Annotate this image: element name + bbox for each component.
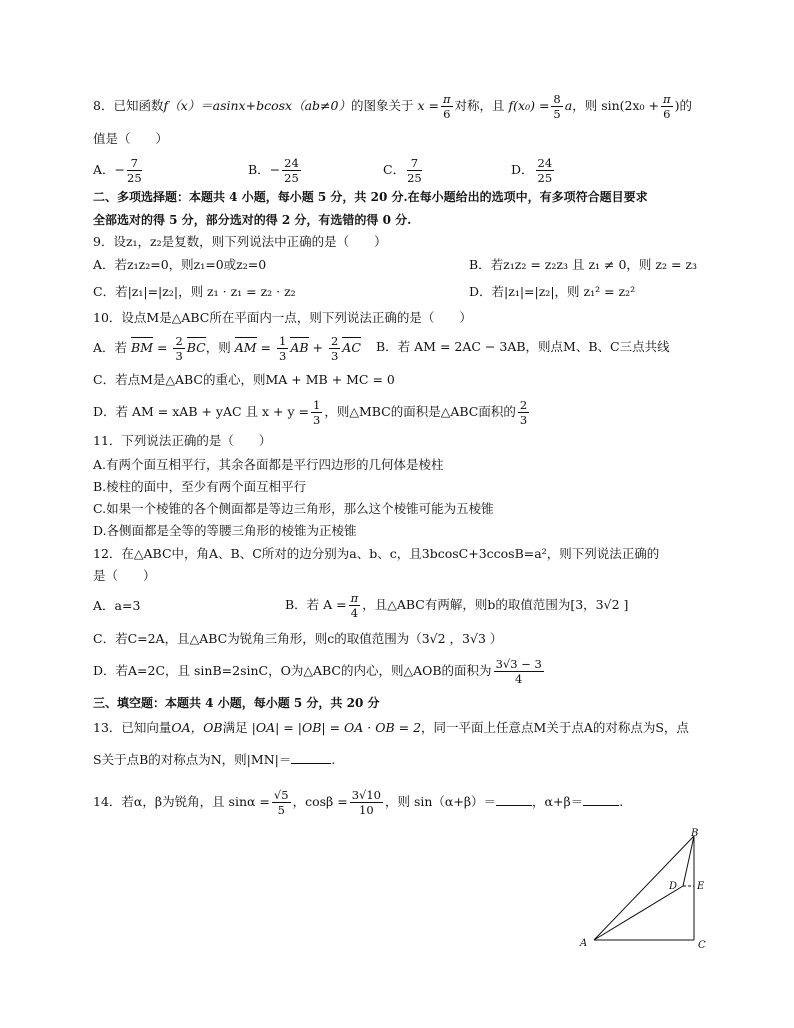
q8-fx0: f(x₀) = <box>508 98 550 113</box>
q13-line1 <box>93 719 689 737</box>
triangle-figure <box>570 826 720 956</box>
q8-option-b-sign: − <box>269 162 281 177</box>
q8-option-a-frac: $\frac{7}{25}$ <box>127 156 142 185</box>
q14-answer-blank-2[interactable] <box>583 805 619 806</box>
label-c: C <box>698 940 706 951</box>
q8-option-b-frac: $\frac{24}{25}$ <box>284 156 299 185</box>
q8-option-d <box>511 156 556 185</box>
q8-frac-sin: $\frac{\pi}{6}$ <box>663 92 671 121</box>
label-e: E <box>697 881 705 892</box>
q12-stem-line2: 是（ ） <box>93 568 156 583</box>
q12-stem: 12．在△ABC中，角A、B、C所对的边分别为a、b、c，且3bcosC+3ccosB=a²，则下列说法正确的 <box>93 546 660 561</box>
q13-condition: |OA| = |OB| = OA · OB = 2 <box>251 720 422 735</box>
q8-text-d: ，则 <box>572 98 598 113</box>
label-b: B <box>691 828 699 839</box>
q8-option-d-frac: $\frac{24}{25}$ <box>537 156 553 185</box>
q13-end: . <box>331 752 336 767</box>
q8-frac-85: $\frac{8}{5}$ <box>553 92 561 121</box>
q8-sym-x: x = <box>417 98 439 113</box>
q10-d-frac-23: $\frac{2}{3}$ <box>519 398 528 427</box>
section2-header-line1: 二、多项选择题：本题共 4 小题，每小题 5 分，共 20 分.在每小题给出的选项中，有多项符合题目要求 <box>93 190 648 204</box>
q10-d-mid: ，则△MBC的面积是△ABC面积的 <box>324 404 516 419</box>
q8-text: 已知函数 <box>113 98 164 113</box>
q8-sin: sin(2x₀ + <box>601 98 660 113</box>
q11-option-a: A.有两个面互相平行，其余各面都是平行四边形的几何体是棱柱 <box>93 457 444 472</box>
q8-line2: 值是（ ） <box>93 131 169 146</box>
q10-option-c: C．若点M是△ABC的重心，则MA + MB + MC = 0 <box>93 372 395 387</box>
q10-a-mid: ，则 <box>205 340 231 355</box>
q14-answer-blank-1[interactable] <box>496 805 532 806</box>
q14-frac-cosb: $\frac{3√10}{10}$ <box>351 788 381 817</box>
q13-vectors: OA，OB <box>171 720 223 735</box>
q11-option-d: D.各侧面都是全等的等腰三角形的棱锥为正棱锥 <box>93 523 357 538</box>
q8-option-b <box>248 156 303 185</box>
q10-stem: 10．设点M是△ABC所在平面内一点，则下列说法正确的是（ ） <box>93 310 472 325</box>
q14-line <box>93 788 623 817</box>
q8-option-a-label: A． <box>93 162 115 177</box>
q13-pre: 13．已知向量 <box>93 720 172 735</box>
label-d: D <box>669 881 678 892</box>
q10-d-frac-13: $\frac{1}{3}$ <box>313 398 321 427</box>
q12-option-c: C．若C=2A，且△ABC为锐角三角形，则c的取值范围为（3√2 ，3√3 ） <box>93 631 503 646</box>
q8-text-c: 对称，且 <box>454 98 505 113</box>
q11-stem: 11．下列说法正确的是（ ） <box>93 433 272 448</box>
q10-a-vec-bc: BC <box>186 340 206 355</box>
q8-function: f（x）＝asinx+bcosx（ab≠0） <box>163 98 351 113</box>
q8-text-b: 的图象关于 <box>350 98 414 113</box>
q13-answer-blank[interactable] <box>291 763 331 764</box>
q10-a-vec-ac: AC <box>342 340 361 355</box>
q9-option-b: B．若z₁z₂ = z₂z₃ 且 z₁ ≠ 0，则 z₂ = z₃ <box>469 257 697 272</box>
q14-pre: 14．若α，β为锐角，且 sinα = <box>93 794 270 809</box>
q10-a-frac-23: $\frac{2}{3}$ <box>175 334 183 363</box>
q12-option-a: A．a=3 <box>93 598 141 613</box>
q8-option-c-frac: $\frac{7}{25}$ <box>407 156 422 185</box>
q9-option-a: A．若z₁z₂=0，则z₁=0或z₂=0 <box>93 257 267 272</box>
q10-option-b: B．若 AM = 2AC − 3AB，则点M、B、C三点共线 <box>376 339 670 354</box>
q12-d-frac: $\frac{3√3 - 3}{4}$ <box>495 657 542 686</box>
q10-a-vec-am: AM <box>234 340 257 355</box>
q8-option-c-label: C． <box>383 162 406 177</box>
q8-sin-close: ) <box>674 98 680 113</box>
q8-option-c <box>383 156 424 185</box>
q14-frac-sina: $\frac{√5}{5}$ <box>273 788 289 817</box>
q10-a-frac-13: $\frac{1}{3}$ <box>279 334 287 363</box>
q8-option-d-label: D． <box>511 162 534 177</box>
section2-header-line2: 全部选对的得 5 分，部分选对的得 2 分，有选错的得 0 分. <box>93 213 412 227</box>
q12-b-frac: $\frac{\pi}{4}$ <box>350 591 359 620</box>
q10-a-vec-ab: AB <box>290 340 309 355</box>
q8-line1: 8．已知函数f（x）＝asinx+bcosx（ab≠0）的图象关于 x = $\frac{\pi}{6}$ 对称，且 f(x₀) = $\frac{8}{5}$ a，则 sin(2x₀ + $\frac{\pi}{6}$ )的 <box>93 92 692 121</box>
q10-d-pre: D．若 AM = xAB + yAC 且 x + y = <box>93 404 310 419</box>
label-a: A <box>580 938 588 949</box>
q10-option-d <box>93 398 531 427</box>
q10-option-a: A．若 BM = $\frac{2}{3}$ BC，则 AM = $\frac{1}{3}$ AB + $\frac{2}{3}$ AC <box>93 334 361 363</box>
q11-option-c: C.如果一个棱锥的各个侧面都是等边三角形，那么这个棱锥可能为五棱锥 <box>93 501 494 516</box>
q12-d-pre: D．若A=2C，且 sinB=2sinC，O为△ABC的内心，则△AOB的面积为 <box>93 663 492 678</box>
q13-mid: 满足 <box>222 720 248 735</box>
q8-option-a-sign: − <box>114 162 126 177</box>
q12-option-d <box>93 657 546 686</box>
q13-line2-text: S关于点B的对称点为N，则|MN|＝ <box>93 752 292 767</box>
q10-a-pre: A．若 <box>93 340 128 355</box>
q9-stem: 9．设z₁，z₂是复数，则下列说法中正确的是（ ） <box>93 234 387 249</box>
q9-option-d: D．若|z₁|=|z₂|，则 z₁² = z₂² <box>469 284 636 299</box>
q12-b-post: ，且△ABC有两解，则b的取值范围为[3，3√2 ] <box>362 597 629 612</box>
q14-end: . <box>619 794 624 809</box>
segment-db <box>683 836 694 886</box>
q8-option-b-label: B． <box>248 162 270 177</box>
q14-mid: ，cosβ = <box>292 794 348 809</box>
section3-header: 三、填空题：本题共 4 小题，每小题 5 分，共 20 分 <box>93 696 380 710</box>
q13-post: ，同一平面上任意点M关于点A的对称点为S，点 <box>421 720 689 735</box>
q9-option-c: C．若|z₁|=|z₂|，则 z₁ · z₁ = z₂ · z₂ <box>93 284 296 299</box>
q12-option-b <box>285 591 628 620</box>
q8-number: 8． <box>93 98 114 113</box>
q11-option-b: B.棱柱的面中，至少有两个面互相平行 <box>93 479 307 494</box>
q8-frac-pi6: $\frac{\pi}{6}$ <box>442 92 451 121</box>
q14-post2: ，α+β＝ <box>532 794 584 809</box>
q12-b-pre: B．若 A = <box>285 597 347 612</box>
q8-option-a <box>93 156 144 185</box>
q10-a-vec-bm: BM <box>131 340 154 355</box>
q13-line2 <box>93 751 335 769</box>
q14-post: ，则 sin（α+β）＝ <box>384 794 497 809</box>
q8-text-e: 的 <box>679 98 692 113</box>
q10-a-frac-23b: $\frac{2}{3}$ <box>330 334 339 363</box>
